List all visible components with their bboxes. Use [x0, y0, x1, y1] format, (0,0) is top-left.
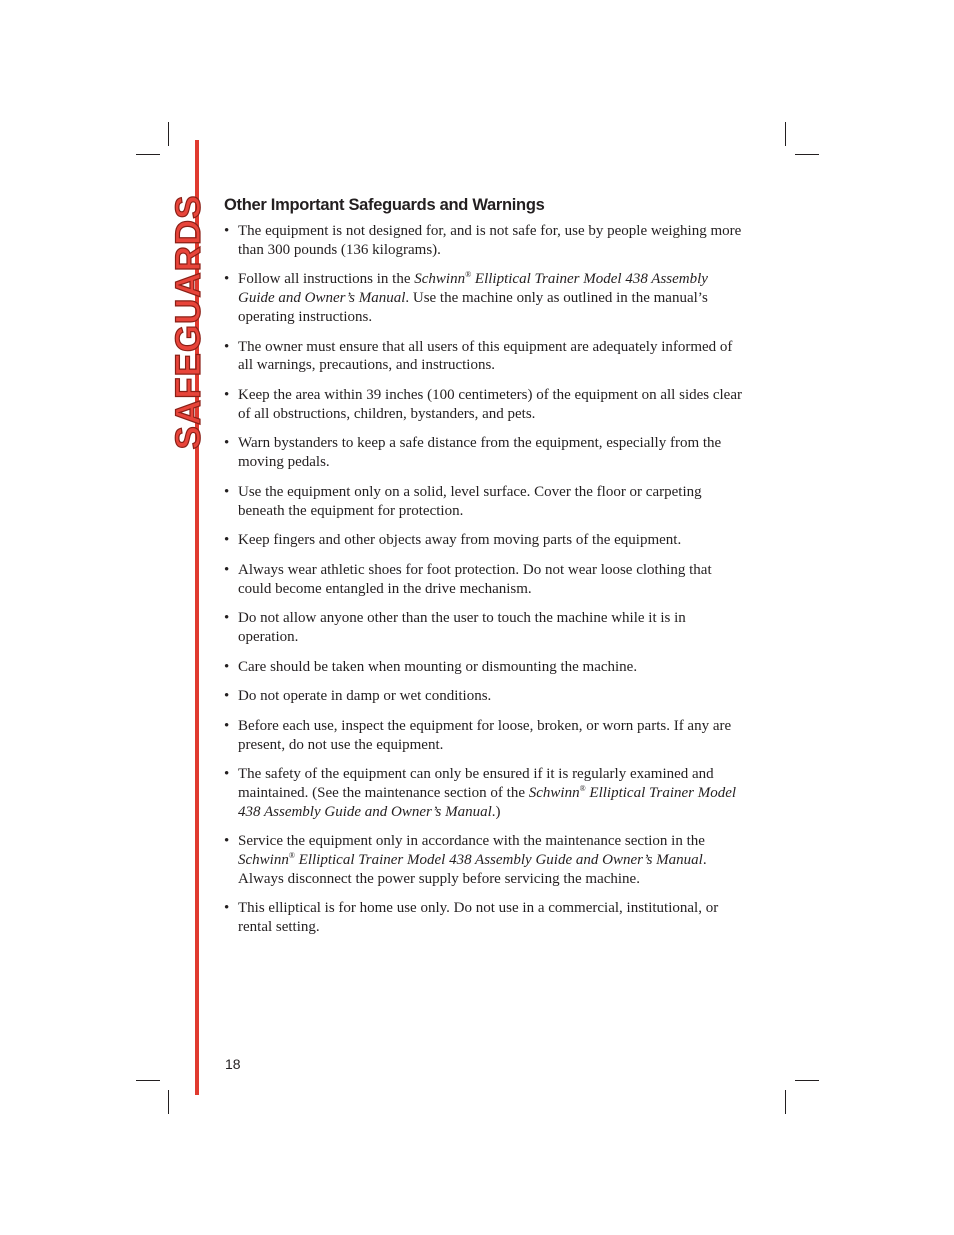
- bullet-dot: •: [224, 483, 230, 500]
- warnings-list: [224, 222, 744, 937]
- item-text-post: .): [491, 803, 501, 820]
- item-text-pre: The safety of the equipment can only be ensured if it is regularly examined and maintained. (See the maintenance section of the: [238, 766, 714, 801]
- manual-title: Elliptical Trainer Model 438 Assembly Guide and Owner’s Manual: [238, 784, 737, 820]
- item-text-post: . Always disconnect the power supply before servicing the machine.: [238, 852, 707, 887]
- brand-name: Schwinn: [414, 271, 466, 288]
- bullet-dot: •: [224, 833, 230, 850]
- item-text: Keep the area within 39 inches (100 centimeters) of the equipment on all sides clear of all obstructions, children, bystanders, and pets.: [238, 386, 742, 422]
- list-item: [224, 899, 744, 937]
- bullet-dot: •: [224, 766, 230, 783]
- bullet-dot: •: [224, 610, 230, 627]
- item-text: The owner must ensure that all users of this equipment are adequately informed of all warnings, precautions, and instructions.: [238, 338, 733, 374]
- item-text-pre: Service the equipment only in accordance with the maintenance section in the: [238, 833, 705, 850]
- item-text-post: . Use the machine only as outlined in the manual’s operating instructions.: [238, 290, 708, 325]
- manual-title: Elliptical Trainer Model 438 Assembly Guide and Owner’s Manual: [238, 271, 708, 307]
- bullet-dot: •: [224, 271, 230, 288]
- list-item: [224, 483, 744, 521]
- bullet-dot: •: [224, 561, 230, 578]
- item-text: Care should be taken when mounting or dismounting the machine.: [238, 658, 638, 675]
- list-item: [224, 765, 744, 821]
- list-item: [224, 386, 744, 424]
- crop-mark-top-right-horizontal: [795, 154, 819, 155]
- crop-mark-top-right-vertical: [785, 122, 786, 146]
- bullet-dot: •: [224, 688, 230, 705]
- crop-mark-top-left-horizontal: [136, 154, 160, 155]
- crop-mark-bottom-right-vertical: [785, 1090, 786, 1114]
- list-item: [224, 687, 744, 706]
- crop-mark-bottom-left-vertical: [168, 1090, 169, 1114]
- item-text: Keep fingers and other objects away from moving parts of the equipment.: [238, 532, 682, 549]
- item-text: Always wear athletic shoes for foot protection. Do not wear loose clothing that could become entangled in the drive mechanism.: [238, 561, 712, 597]
- list-item: [224, 561, 744, 599]
- list-item: [224, 658, 744, 677]
- registered-mark: ®: [579, 783, 586, 793]
- registered-mark: ®: [288, 851, 295, 861]
- section-heading: Other Important Safeguards and Warnings: [224, 196, 545, 214]
- section-side-label: SAFEGUARDS: [169, 194, 208, 450]
- brand-name: Schwinn: [238, 852, 289, 869]
- bullet-dot: •: [224, 717, 230, 734]
- registered-mark: ®: [465, 270, 472, 280]
- bullet-dot: •: [224, 435, 230, 452]
- item-text: Use the equipment only on a solid, level surface. Cover the floor or carpeting beneath the equipment for protection.: [238, 483, 702, 519]
- bullet-dot: •: [224, 532, 230, 549]
- crop-mark-bottom-right-horizontal: [795, 1080, 819, 1081]
- item-text: Do not allow anyone other than the user to touch the machine while it is in operation.: [238, 610, 686, 645]
- crop-mark-top-left-vertical: [168, 122, 169, 146]
- item-text: This elliptical is for home use only. Do not use in a commercial, institutional, or rental setting.: [238, 900, 719, 936]
- list-item: [224, 717, 744, 755]
- list-item: [224, 434, 744, 472]
- item-text: Before each use, inspect the equipment for loose, broken, or worn parts. If any are present, do not use the equipment.: [238, 717, 732, 753]
- list-item: [224, 531, 744, 550]
- item-text-pre: Follow all instructions in the: [238, 271, 415, 288]
- crop-mark-bottom-left-horizontal: [136, 1080, 160, 1081]
- page-number: 18: [225, 1056, 241, 1072]
- bullet-dot: •: [224, 658, 230, 675]
- main-content: [224, 193, 744, 948]
- list-item: [224, 338, 744, 376]
- bullet-dot: •: [224, 386, 230, 403]
- item-text: Do not operate in damp or wet conditions.: [238, 688, 492, 705]
- bullet-dot: •: [224, 223, 230, 239]
- list-item: [224, 832, 744, 888]
- list-item: [224, 222, 744, 260]
- item-text: Warn bystanders to keep a safe distance from the equipment, especially from the moving pedals.: [238, 435, 722, 471]
- list-item: [224, 270, 744, 326]
- bullet-dot: •: [224, 900, 230, 917]
- item-text: The equipment is not designed for, and is not safe for, use by people weighing more than 300 pounds (136 kilograms).: [238, 223, 742, 258]
- list-item: [224, 609, 744, 647]
- bullet-dot: •: [224, 338, 230, 355]
- brand-name: Schwinn: [528, 784, 580, 801]
- manual-title: Elliptical Trainer Model 438 Assembly Guide and Owner’s Manual: [294, 852, 703, 869]
